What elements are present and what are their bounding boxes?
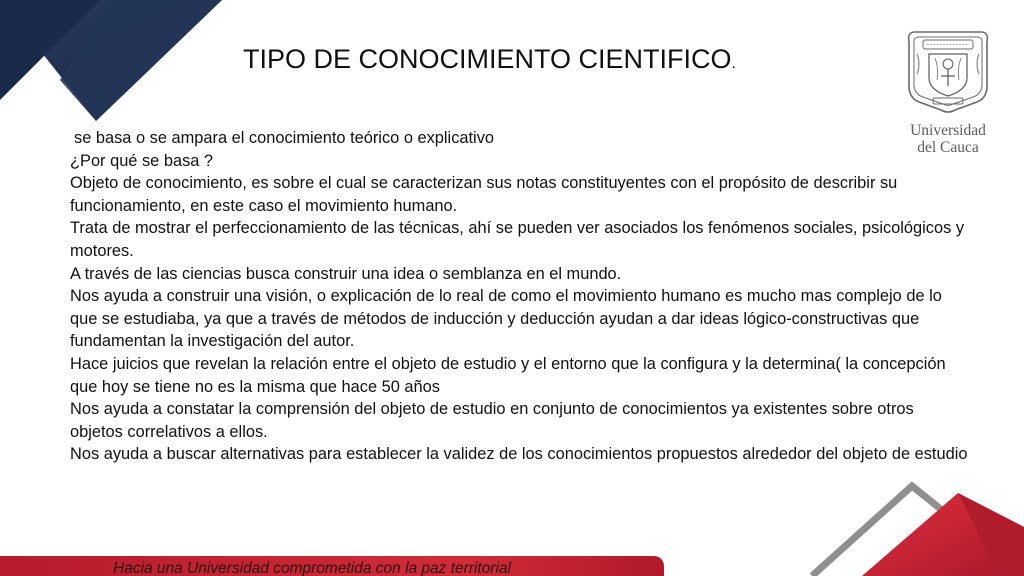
slide-title: TIPO DE CONOCIMIENTO CIENTIFICO. bbox=[243, 44, 736, 74]
paragraph: Objeto de conocimiento, es sobre el cual se caracterizan sus notas constituyentes con el propósito de describir su funcionamiento, en este caso el movimiento humano. bbox=[70, 174, 898, 215]
paragraph: Nos ayuda a buscar alternativas para establecer la validez de los conocimientos propuestos alrededor del objeto de estudio bbox=[70, 445, 968, 464]
university-logo bbox=[901, 24, 995, 160]
paragraph: Nos ayuda a construir una visión, o explicación de lo real de como el movimiento humano es mucho mas complejo de lo que se estudiaba, ya que a través de métodos de inducción y deducción ayudan a dar ideas lógico-constructivas que fundamentan la investigación del autor. bbox=[70, 287, 942, 351]
paragraph: Hace juicios que revelan la relación entre el objeto de estudio y el entorno que la configura y la determina( la concepción que hoy se tiene no es la misma que hace 50 años bbox=[70, 354, 946, 396]
paragraph: Trata de mostrar el perfeccionamiento de las técnicas, ahí se pueden ver asociados los fenómenos sociales, psicológicos y motores. bbox=[70, 219, 965, 260]
footer-slogan: Hacia una Universidad comprometida con la paz territorial bbox=[113, 560, 512, 576]
paragraph: Nos ayuda a constatar la comprensión del objeto de estudio en conjunto de conocimientos ya existentes sobre otros objetos correlativos a ellos. bbox=[70, 400, 914, 441]
university-name-line2: del Cauca bbox=[917, 139, 979, 156]
paragraph: ¿Por qué se basa ? bbox=[70, 151, 214, 170]
paragraph: A través de las ciencias busca construir una idea o semblanza en el mundo. bbox=[70, 264, 622, 283]
university-name-line1: Universidad bbox=[910, 122, 986, 139]
slide-body bbox=[70, 127, 970, 466]
footer-band bbox=[0, 556, 664, 576]
paragraph: se basa o se ampara el conocimiento teórico o explicativo bbox=[74, 129, 495, 147]
university-seal-icon bbox=[901, 24, 995, 116]
